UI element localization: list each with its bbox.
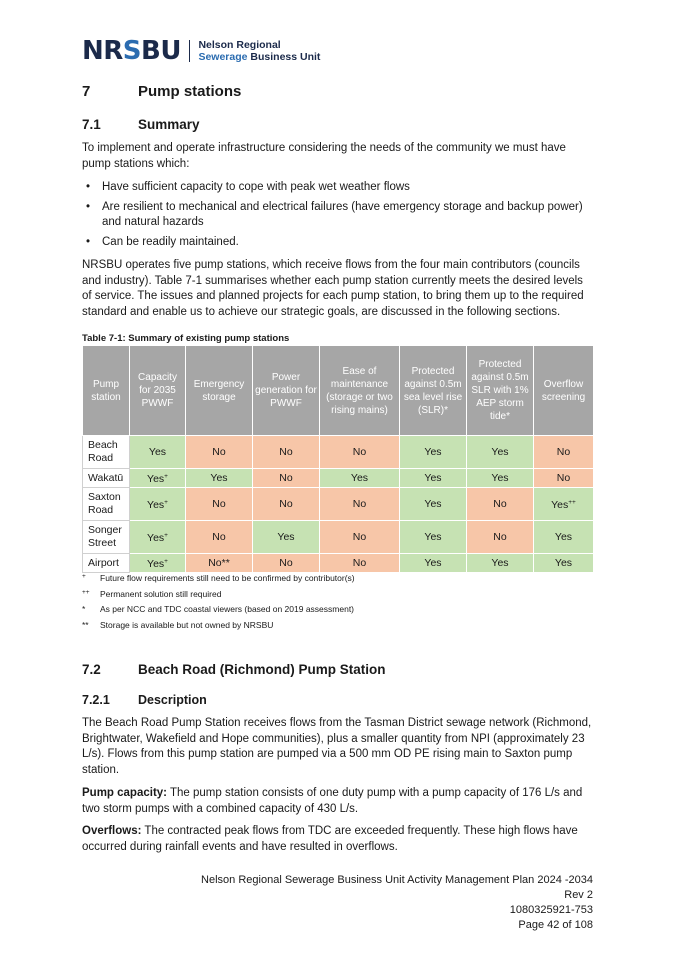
status-cell: Yes+ bbox=[130, 469, 186, 488]
status-cell: No bbox=[186, 521, 253, 554]
table-caption: Table 7-1: Summary of existing pump stations bbox=[82, 333, 290, 344]
station-name-cell: Airport bbox=[83, 554, 130, 573]
section-7-1-heading: 7.1 Summary bbox=[82, 117, 200, 132]
pump-stations-table bbox=[82, 345, 594, 573]
status-cell: Yes bbox=[400, 469, 467, 488]
footer-title: Nelson Regional Sewerage Business Unit Activity Management Plan 2024 -2034 bbox=[201, 874, 593, 886]
status-cell: No bbox=[253, 436, 320, 469]
status-cell: No bbox=[320, 554, 400, 573]
status-cell: Yes bbox=[534, 554, 594, 573]
status-cell: Yes bbox=[467, 436, 534, 469]
column-header: Pump station bbox=[83, 346, 130, 436]
overflows-paragraph: Overflows: The contracted peak flows from TDC are exceeded frequently. These high flows have occurred during rainfall events and have resulted in overflows. bbox=[82, 825, 578, 853]
intro-paragraph: To implement and operate infrastructure considering the needs of the community we must have pump stations which: bbox=[82, 142, 566, 170]
table-row bbox=[83, 436, 594, 469]
list-item: • Can be readily maintained. bbox=[82, 235, 592, 251]
status-cell: Yes bbox=[467, 469, 534, 488]
station-name-cell: Saxton Road bbox=[83, 488, 130, 521]
status-cell: No bbox=[320, 488, 400, 521]
status-cell: No bbox=[467, 488, 534, 521]
station-name-cell: Songer Street bbox=[83, 521, 130, 554]
status-cell: No bbox=[534, 436, 594, 469]
station-name-cell: Beach Road bbox=[83, 436, 130, 469]
status-cell: No bbox=[186, 436, 253, 469]
column-header: Emergency storage bbox=[186, 346, 253, 436]
column-header: Capacity for 2035 PWWF bbox=[130, 346, 186, 436]
column-header: Protected against 0.5m SLR with 1% AEP storm tide* bbox=[467, 346, 534, 436]
footer-revision: Rev 2 bbox=[564, 889, 593, 901]
pump-capacity-paragraph: Pump capacity: The pump station consists of one duty pump with a pump capacity of 176 L/s and two storm pumps with a combined capacity of 430 L/s. bbox=[82, 787, 583, 815]
status-cell: No bbox=[320, 521, 400, 554]
status-cell: No bbox=[320, 436, 400, 469]
footnote: ++ Permanent solution still required bbox=[82, 589, 222, 599]
column-header: Protected against 0.5m sea level rise (SLR)* bbox=[400, 346, 467, 436]
status-cell: Yes+ bbox=[130, 488, 186, 521]
table-row bbox=[83, 554, 594, 573]
footer-page-number: Page 42 of 108 bbox=[518, 919, 593, 931]
status-cell: Yes bbox=[400, 521, 467, 554]
logo-subtitle: Nelson Regional Sewerage Business Unit bbox=[198, 39, 321, 63]
status-cell: Yes bbox=[320, 469, 400, 488]
status-cell: No bbox=[253, 554, 320, 573]
footnote: + Future flow requirements still need to be confirmed by contributor(s) bbox=[82, 573, 355, 583]
status-cell: Yes+ bbox=[130, 554, 186, 573]
status-cell: Yes bbox=[400, 554, 467, 573]
logo-wordmark: NRSBU bbox=[82, 36, 181, 66]
table-row bbox=[83, 488, 594, 521]
list-item: • Have sufficient capacity to cope with peak wet weather flows bbox=[82, 180, 592, 196]
logo-divider bbox=[189, 40, 191, 62]
column-header: Overflow screening bbox=[534, 346, 594, 436]
page-footer bbox=[201, 873, 593, 933]
status-cell: No bbox=[467, 521, 534, 554]
footer-document-id: 1080325921-753 bbox=[509, 904, 593, 916]
column-header: Power generation for PWWF bbox=[253, 346, 320, 436]
status-cell: Yes bbox=[130, 436, 186, 469]
list-item: • Are resilient to mechanical and electrical failures (have emergency storage and backup power) and natural hazards bbox=[82, 200, 592, 231]
status-cell: No bbox=[186, 488, 253, 521]
status-cell: Yes bbox=[534, 521, 594, 554]
table-row bbox=[83, 521, 594, 554]
status-cell: No bbox=[534, 469, 594, 488]
table-header-row bbox=[83, 346, 594, 436]
description-paragraph: The Beach Road Pump Station receives flows from the Tasman District sewage network (Richmond, Brightwater, Wakefield and Hope communities), plus a smaller quantity from NPI (approximately 23 L/s). Flows from this pump station are pumped via a 500 mm OD PE rising main to Saxton pump station. bbox=[82, 717, 592, 776]
status-cell: Yes++ bbox=[534, 488, 594, 521]
status-cell: No** bbox=[186, 554, 253, 573]
section-7-2-heading: 7.2 Beach Road (Richmond) Pump Station bbox=[82, 662, 386, 677]
footnote: * As per NCC and TDC coastal viewers (based on 2019 assessment) bbox=[82, 604, 355, 614]
status-cell: Yes bbox=[253, 521, 320, 554]
status-cell: Yes bbox=[400, 436, 467, 469]
column-header: Ease of maintenance (storage or two rising mains) bbox=[320, 346, 400, 436]
station-name-cell: Wakatū bbox=[83, 469, 130, 488]
section-7-2-1-heading: 7.2.1 Description bbox=[82, 693, 207, 707]
footnote: ** Storage is available but not owned by NRSBU bbox=[82, 620, 274, 630]
status-cell: Yes bbox=[400, 488, 467, 521]
status-cell: Yes bbox=[467, 554, 534, 573]
status-cell: Yes bbox=[186, 469, 253, 488]
requirements-list bbox=[82, 180, 592, 254]
status-cell: No bbox=[253, 469, 320, 488]
status-cell: Yes+ bbox=[130, 521, 186, 554]
pump-stations-paragraph: NRSBU operates five pump stations, which receive flows from the four main contributors (councils and industry). Table 7-1 summarises whether each pump station currently meets the desired levels of service. The issues and planned projects for each pump station, to bring them up to the required standard and enable us to achieve our strategic goals, are discussed in the following sections. bbox=[82, 259, 584, 318]
section-7-heading: 7 Pump stations bbox=[82, 83, 242, 100]
status-cell: No bbox=[253, 488, 320, 521]
nrsbu-logo bbox=[82, 38, 320, 64]
table-row bbox=[83, 469, 594, 488]
